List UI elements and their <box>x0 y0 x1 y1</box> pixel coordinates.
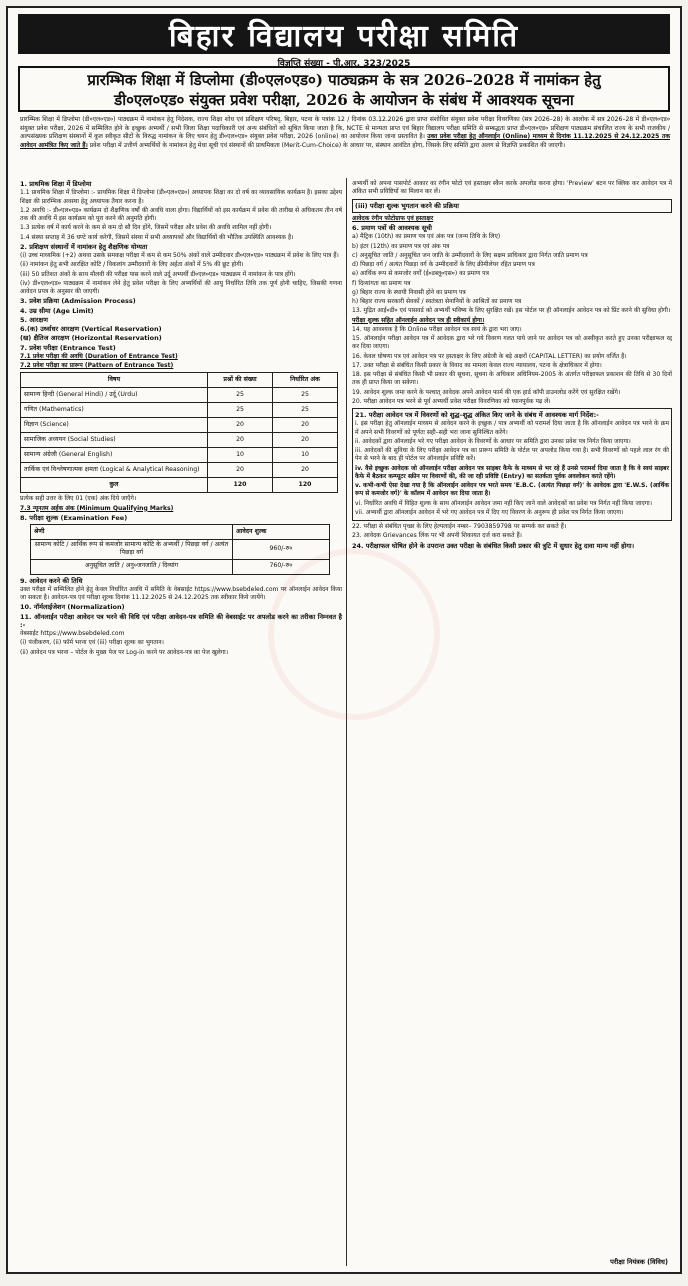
table-row-total <box>21 478 338 493</box>
fee-table-header <box>31 525 330 540</box>
intro-highlight: उक्त प्रवेश परीक्षा हेतु ऑनलाईन (Online) माध्यम से दिनांक 11.12.2025 से 24.12.2025 तक आवेदन आमंत्रित किए जाते हैं। <box>20 133 671 149</box>
section-7-2: 7.2 प्रवेश परीक्षा का प्रारूप (Pattern of Entrance Test) <box>20 362 174 369</box>
document-item: e) आर्थिक रूप से कमजोर वर्गों (ई०डब्लू०एस०) का प्रमाण पत्र <box>352 270 489 278</box>
section-1-1: 1.1 प्राथमिक शिक्षा में डिप्लोमा :- प्राथमिक शिक्षा में डिप्लोमा (डी०एल०एड०) अध्यापक शिक्षा का दो वर्ष का व्यावसायिक कार्यक्रम है। इसका उद्देश्य शिक्षा की प्रारम्भिक अवस्था हेतु अध्यापक तैयार करना है। <box>20 189 342 205</box>
document-item: c) अनुसूचित जाति / अनुसूचित जन जाति के उम्मीदवारों के लिए सक्षम प्राधिकार द्वारा निर्गत जाति प्रमाण पत्र <box>352 251 588 259</box>
table-cell: 10 <box>208 448 273 463</box>
table-cell: कुल <box>21 478 208 493</box>
point-22: 22. परीक्षा से संबंधित पृच्छा के लिए हेल्पलाईन नम्बर– 7903859798 पर सम्पर्क कर सकते हैं। <box>352 523 567 530</box>
notice-headline <box>18 66 670 112</box>
section-2-ii: (ii) नामांकन हेतु सभी आरक्षित कोटि / विकलांग उम्मीदवारों के लिए अर्हता अंकों में 5% की छूट होगी। <box>20 261 244 269</box>
table-cell: सामान्य कोटि / आर्थिक रूप से कमजोर सामान्य कोटि के अभ्यर्थी / पिछड़ा वर्ग / अत्यंत पिछड़ा वर्ग <box>31 540 233 560</box>
section-11-i: (i) पंजीकरण, (ii) फॉर्म भरना एवं (iii) परीक्षा शुल्क का भुगतान। <box>20 639 164 647</box>
table-cell: सामाजिक अध्ययन (Social Studies) <box>21 433 208 448</box>
photo-signature-title: आवेदक रंगीन फोटोग्राफ एवं हस्ताक्षर <box>352 214 434 222</box>
point-20: 20. परीक्षा आवेदन पत्र भरने से पूर्व अभ्यर्थी प्रवेश परीक्षा विवरणिका को ध्यानपूर्वक पढ़ लें। <box>352 397 551 405</box>
section-1-3: 1.3 प्रत्येक वर्ष में कार्य करने के कम से कम दो सौ दिन होंगे, जिसमें परीक्षा और प्रवेश की अवधि शामिल नहीं होगी। <box>20 224 272 232</box>
point-16: 16. केवल घोषणा पत्र एवं आवेदन पत्र पर हस्ताक्षर के लिए अंग्रेजी के बड़े अक्षरों (CAPITAL LETTER) का प्रयोग वर्जित है। <box>352 352 627 360</box>
section-7-note: प्रत्येक सही उत्तर के लिए 01 (एक) अंक दिये जाएँगे। <box>20 495 137 503</box>
table-row <box>21 433 338 448</box>
table-cell: सामान्य अंग्रेजी (General English) <box>21 448 208 463</box>
section-11-ii: (ii) आवेदन पत्र भरना – पोर्टल के मुख्य पेज पर Log-in करने पर आवेदन-पत्र का पेज खुलेगा। <box>20 648 229 656</box>
point-19: 19. आवेदन शुल्क जमा करने के पश्चात् आवेदक अपने आवेदन फार्म की एक हार्ड कॉपी डाउनलोड करेंगे एवं सुरक्षित रखेंगे। <box>352 388 621 396</box>
table-cell: 20 <box>273 433 338 448</box>
point-15: 15. ऑनलाईन परीक्षा आवेदन पत्र में आवेदक द्वारा भरे गये विवरण गलत पाये जाने पर आवेदन पत्र को अस्वीकृत करते हुए उनका परीक्षाफल रद्द कर दिया जाएगा। <box>352 335 672 351</box>
point-21-title: 21. परीक्षा आवेदन पत्र में विवरणों को शुद्ध–शुद्ध अंकित किए जाने के संबंध में आवश्यक मार्ग निर्देश:- <box>355 411 599 419</box>
table-cell: 20 <box>273 418 338 433</box>
table-cell: अनुसूचित जाति / अनु०जनजाति / दिव्यांग <box>31 559 233 574</box>
exam-pattern-table <box>20 372 338 493</box>
point-17: 17. उक्त परीक्षा से संबंधित किसी प्रकार के विवाद का मामला केवल राज्य न्यायालय, पटना के क्षेत्राधिकार में होगा। <box>352 361 602 369</box>
section-7-title: 7. प्रवेश परीक्षा (Entrance Test) <box>20 343 116 352</box>
table-cell: 960/-रु० <box>233 540 330 560</box>
table-cell: 760/-रु० <box>233 559 330 574</box>
exam-col-subject: विषय <box>21 373 208 388</box>
document-item: h) बिहार राज्य सरकारी सेवकों / स्वतंत्रता सेनानियों के आश्रितों का प्रमाण पत्र <box>352 298 522 305</box>
masthead-title: बिहार विद्यालय परीक्षा समिति <box>18 14 670 54</box>
notice-page <box>6 6 682 1274</box>
document-item: f) दिव्यांगता का प्रमाण पत्र <box>352 279 411 287</box>
exam-col-marks: निर्धारित अंक <box>273 373 338 388</box>
table-row <box>21 463 338 478</box>
point-21-item: i. इस परीक्षा हेतु ऑनलाईन माध्यम से आवेदन करने के इच्छुक / पात्र अभ्यर्थी को परामर्श दिया जाता है कि ऑनलाईन आवेदन पत्र भरने के क्रम में अपने सभी विवरणों को पूर्णतः सही–सही भरा जाना सुनिश्चित करेंगे। <box>355 420 669 436</box>
section-5-title: 5. आरक्षण <box>20 315 48 324</box>
fee-payment-title: (iii) परीक्षा शुल्क भुगतान करने की प्रक्रिया <box>352 199 672 213</box>
intro-tail: प्रवेश परीक्षा में उत्तीर्ण अभ्यर्थियों के नामांकन हेतु मेधा सूची एवं संस्थानों की प्राथमिकता (Merit-Cum-Choice) के आधार पर, संस्थान आवंटित होगा, जिसके लिए समिति द्वारा अलग से विज्ञप्ति प्रकाशित की जाएगी। <box>89 141 566 149</box>
section-3-title: 3. प्रवेश प्रक्रिया (Admission Process) <box>20 297 136 306</box>
point-18: 18. इस परीक्षा से संबंधित किसी भी प्रकार की सूचना, सूचना के अधिकार अधिनियम-2005 के अंतर्गत परीक्षाफल प्रकाशन की तिथि से 30 दिनों तक ही प्राप्त किया जा सकेगा। <box>352 371 672 387</box>
document-item: b) इंटर (12th) का प्रमाण पत्र एवं अंक पत्र <box>352 242 450 250</box>
table-cell: विज्ञान (Science) <box>21 418 208 433</box>
table-cell: 20 <box>208 463 273 478</box>
section-2-i: (i) उच्च माध्यमिक (+2) अथवा उसके समकक्ष परीक्षा में कम से कम 50% अंकों वाले उम्मीदवार डी०एल०एड० पाठ्यक्रम में प्रवेश के लिए पात्र हैं। <box>20 252 339 259</box>
section-8-title: 8. परीक्षा शुल्क (Examination Fee) <box>20 513 128 522</box>
table-cell: 25 <box>208 388 273 403</box>
exam-table-header <box>21 373 338 388</box>
document-item: g) बिहार राज्य के स्थायी निवासी होने का प्रमाण पत्र <box>352 288 466 296</box>
point-14-highlight: परीक्षा शुल्क सहित ऑनलाईन आवेदन पत्र ही स्वीकार्य होगा। <box>352 316 485 324</box>
table-cell: 20 <box>273 463 338 478</box>
intro-paragraph <box>20 116 670 150</box>
document-item: a) मैट्रिक (10th) का प्रमाण पत्र एवं अंक पत्र (जन्म तिथि के लिए) <box>352 233 501 241</box>
point-24: 24. परीक्षाफल घोषित होने के उपरान्त उक्त परीक्षा के संबंधित किसी प्रकार की त्रुटि में सुधार हेतु दावा मान्य नहीं होगा। <box>352 541 635 550</box>
section-2-iv: (iv) डी०एल०एड० पाठ्यक्रम में नामांकन लेने हेतु प्रवेश परीक्षा के लिए अभ्यर्थियों की आयु निर्धारित तिथि तक पूर्ण होनी चाहिए, जिसकी गणना आवेदन प्रपत्र के अनुसार की जाएगी। <box>20 279 342 295</box>
table-cell: 25 <box>273 403 338 418</box>
table-cell: गणित (Mathematics) <box>21 403 208 418</box>
point-21-item: iii. आवेदकों की सुविधा के लिए परीक्षा आवेदन पत्र का प्रारूप समिति के पोर्टल पर अपलोड किया गया है। सभी विवरणों को पहले लाल रंग की पेन से भरने के बाद ही पोर्टल पर ऑनलाईन प्रविष्टि करें। <box>355 447 669 463</box>
section-1-title: 1. प्राथमिक शिक्षा में डिप्लोमा <box>20 180 92 188</box>
table-cell: 120 <box>208 478 273 493</box>
section-10-title: 10. नॉर्मलाईजेशन (Normalization) <box>20 603 125 612</box>
headline-line-2: डी०एल०एड० संयुक्त प्रवेश परीक्षा, 2026 के आयोजन के संबंध में आवश्यक सूचना <box>114 91 574 109</box>
point-21-item: vi. निर्धारित अवधि में विहित शुल्क के साथ ऑनलाईन आवेदन जमा नहीं किए जाने वाले आवेदकों का प्रवेश पत्र निर्गत नहीं किया जाएगा। <box>355 499 652 507</box>
section-2-title: 2. प्रशिक्षण संस्थानों में नामांकन हेतु शैक्षणिक योग्यता <box>20 242 148 251</box>
fee-col-amount: आवेदन शुल्क <box>233 525 330 540</box>
right-column <box>352 180 672 551</box>
section-1-4: 1.4 संस्था सप्ताह में 36 घण्टे कार्य करेगी, जिसमें संस्था में सभी अध्यापकों और विद्यार्थियों की भौतिक उपस्थिति आवश्यक है। <box>20 233 294 241</box>
table-cell: तार्किक एवं विश्लेषणात्मक क्षमता (Logical & Analytical Reasoning) <box>21 463 208 478</box>
table-row <box>21 448 338 463</box>
section-11-title: 11. ऑनलाईन परीक्षा आवेदन पत्र भरने की विधि एवं परीक्षा आवेदन-पत्र समिति की वेबसाईट पर अपलोड करने का तरीका निम्नवत है :- <box>20 612 342 629</box>
point-14: 14. यह आवश्यक है कि Online परीक्षा आवेदन पत्र स्वयं के द्वारा भरा जाए। <box>352 325 522 333</box>
photo-intro: अभ्यर्थी को अपना पासपोर्ट आकार का रंगीन फोटो एवं हस्ताक्षर स्कैन करके अपलोड करना होगा। 'Preview' बटन पर क्लिक कर आवेदन पत्र में अंकित सभी प्रविष्टियों का मिलान कर लें। <box>352 180 672 196</box>
point-23: 23. आवेदक Grievances लिंक पर भी अपनी शिकायत दर्ज करा सकते हैं। <box>352 532 522 540</box>
point-21-item: iv. वैसे इच्छुक आवेदक जो ऑनलाईन परीक्षा आवेदन पत्र साइबर कैफे के माध्यम से भर रहे हैं उनसे परामर्श दिया जाता है कि वे स्वयं साइबर कैफे में बैठकर कम्प्यूटर स्क्रीन पर विवरणों की, की जा रही प्रविष्टि (Entry) का सतर्कता पूर्वक अवलोकन करते रहेंगे। <box>355 464 669 480</box>
point-21-item: v. कभी-कभी ऐसा देखा गया है कि ऑनलाईन आवेदन पत्र भरते समय 'E.B.C. (अत्यंत पिछड़ा वर्ग)' के आवेदक द्वारा 'E.W.S. (आर्थिक रूप से कमजोर वर्ग)' के कॉलम में आवेदन कर दिया जाता है। <box>355 482 669 498</box>
document-item: d) पिछड़ा वर्ग / अत्यंत पिछड़ा वर्ग के उम्मीदवारों के लिए क्रीमीलेयर रहित प्रमाण पत्र <box>352 261 535 268</box>
section-7-3: 7.3 न्यूनतम अर्हक अंक (Minimum Qualifying Marks) <box>20 504 174 512</box>
point-13: 13. मुद्रित आई०डी० एवं पासवर्ड को अभ्यर्थी भविष्य के लिए सुरक्षित रखें। इस पोर्टल पर ही ऑनलाईन आवेदन पत्र को प्रिंट करने की सुविधा होगी। <box>352 307 671 315</box>
section-2-iii: (iii) 50 प्रतिशत अंकों के साथ मौलवी की परीक्षा पास करने वाले उर्दू अभ्यर्थी डी०एल०एड० पाठ्यक्रम में नामांकन के पात्र होंगे। <box>20 270 296 278</box>
table-row <box>31 559 330 574</box>
exam-col-questions: प्रश्नों की संख्या <box>208 373 273 388</box>
reference-number: विज्ञप्ति संख्या - पी.आर. 323/2025 <box>277 59 411 69</box>
section-11-website[interactable]: वेबसाईट https://www.bsebdeled.com <box>20 630 125 637</box>
section-1-2: 1.2 अवधि :- डी०एल०एड० कार्यक्रम दो शैक्षणिक वर्षों की अवधि वाला होगा। विद्यार्थियों को इस कार्यक्रम में प्रवेश की तारीख से अधिकतम तीन वर्ष तक की अवधि में इस कार्यक्रम को पूरा करने की अनुमति होगी। <box>20 206 342 222</box>
table-cell: 10 <box>273 448 338 463</box>
fee-table <box>30 524 330 575</box>
point-21-item: vii. अभ्यर्थी द्वारा ऑनलाईन आवेदन में भरे गए आवेदन पत्र में दिए गए विवरण के अनुरूप ही प्रवेश पत्र निर्गत किया जाएगा। <box>355 508 624 516</box>
table-row <box>21 388 338 403</box>
section-6b-title: (ख) क्षैतिज आरक्षण (Horizontal Reservation) <box>20 334 162 343</box>
column-divider <box>346 178 347 1266</box>
table-cell: 25 <box>273 388 338 403</box>
table-row <box>21 418 338 433</box>
section-9-title: 9. आवेदन करने की तिथि <box>20 576 83 585</box>
table-cell: सामान्य हिन्दी (General Hindi) / उर्दू (Urdu) <box>21 388 208 403</box>
section-9-text: उक्त परीक्षा में सम्मिलित होने हेतु केवल निर्धारित अवधि में समिति के वेबसाईट https://www.bsebdeled.com पर ऑनलाईन आवेदन किया जा सकता है। आवेदन-पत्र एवं परीक्षा शुल्क दिनांक 11.12.2025 से 24.12.2025 तक स्वीकार किये जायेंगे। <box>20 585 342 601</box>
section-7-1: 7.1 प्रवेश परीक्षा की अवधि (Duration of Entrance Test) <box>20 352 178 360</box>
intro-text: प्रारम्भिक शिक्षा में डिप्लोमा (डी०एल०एड०) पाठ्यक्रम में नामांकन हेतु निदेशक, राज्य शिक्षा शोध एवं प्रशिक्षण परिषद्, बिहार, पटना के पत्रांक 12 / दिनांक 03.12.2026 द्वारा प्राप्त संशोधित संयुक्त प्रवेश परीक्षा विवरणिका (सत्र 2026–28) के आलोक में सत्र 2026–28 में डी०एल०एड० संयुक्त प्रवेश परीक्षा, 2026 में सम्मिलित होने के इच्छुक अभ्यर्थी / सभी जिला शिक्षा पदाधिकारी एवं अन्य संबंधितों को सूचित किया जाता है कि, NCTE से मान्यता प्राप्त एवं बिहार विद्यालय परीक्षा समिति से सम्बद्धता प्राप्त डी०एल०एड० प्रशिक्षण पाठ्यक्रम संचालित राज्य के सभी राजकीय / अल्पसंख्यक प्रशिक्षण संस्थानों में कुल स्वीकृत सीटों के विरुद्ध नामांकन के लिए चयन हेतु डी०एल०एड० संयुक्त प्रवेश परीक्षा, 2026 (online) का आयोजन किया जाना प्रस्तावित है। <box>20 116 670 141</box>
section-6a-title: 6.(क) उर्ध्वाधर आरक्षण (Vertical Reservation) <box>20 325 162 333</box>
fee-col-category: श्रेणी <box>31 525 233 540</box>
signature-line: परीक्षा नियंत्रक (विविध) <box>610 1258 668 1266</box>
table-cell: 20 <box>208 418 273 433</box>
point-21-item: ii. आवेदकों द्वारा ऑनलाईन भरे गए परीक्षा आवेदन के विवरणों के आधार पर समिति द्वारा उनका प्रवेश पत्र निर्गत किया जाएगा। <box>355 437 631 445</box>
table-row <box>21 403 338 418</box>
table-row <box>31 540 330 560</box>
table-cell: 120 <box>273 478 338 493</box>
documents-title: 6. प्रमाण पत्रों की आवश्यक सूची <box>352 224 432 232</box>
table-cell: 25 <box>208 403 273 418</box>
headline-line-1: प्रारम्भिक शिक्षा में डिप्लोमा (डी०एल०एड०) पाठ्यक्रम के सत्र 2026–2028 में नामांकन हेतु <box>87 71 601 89</box>
point-21-box <box>352 408 672 521</box>
table-cell: 20 <box>208 433 273 448</box>
section-4-title: 4. उम्र सीमा (Age Limit) <box>20 306 94 315</box>
left-column <box>20 180 342 658</box>
